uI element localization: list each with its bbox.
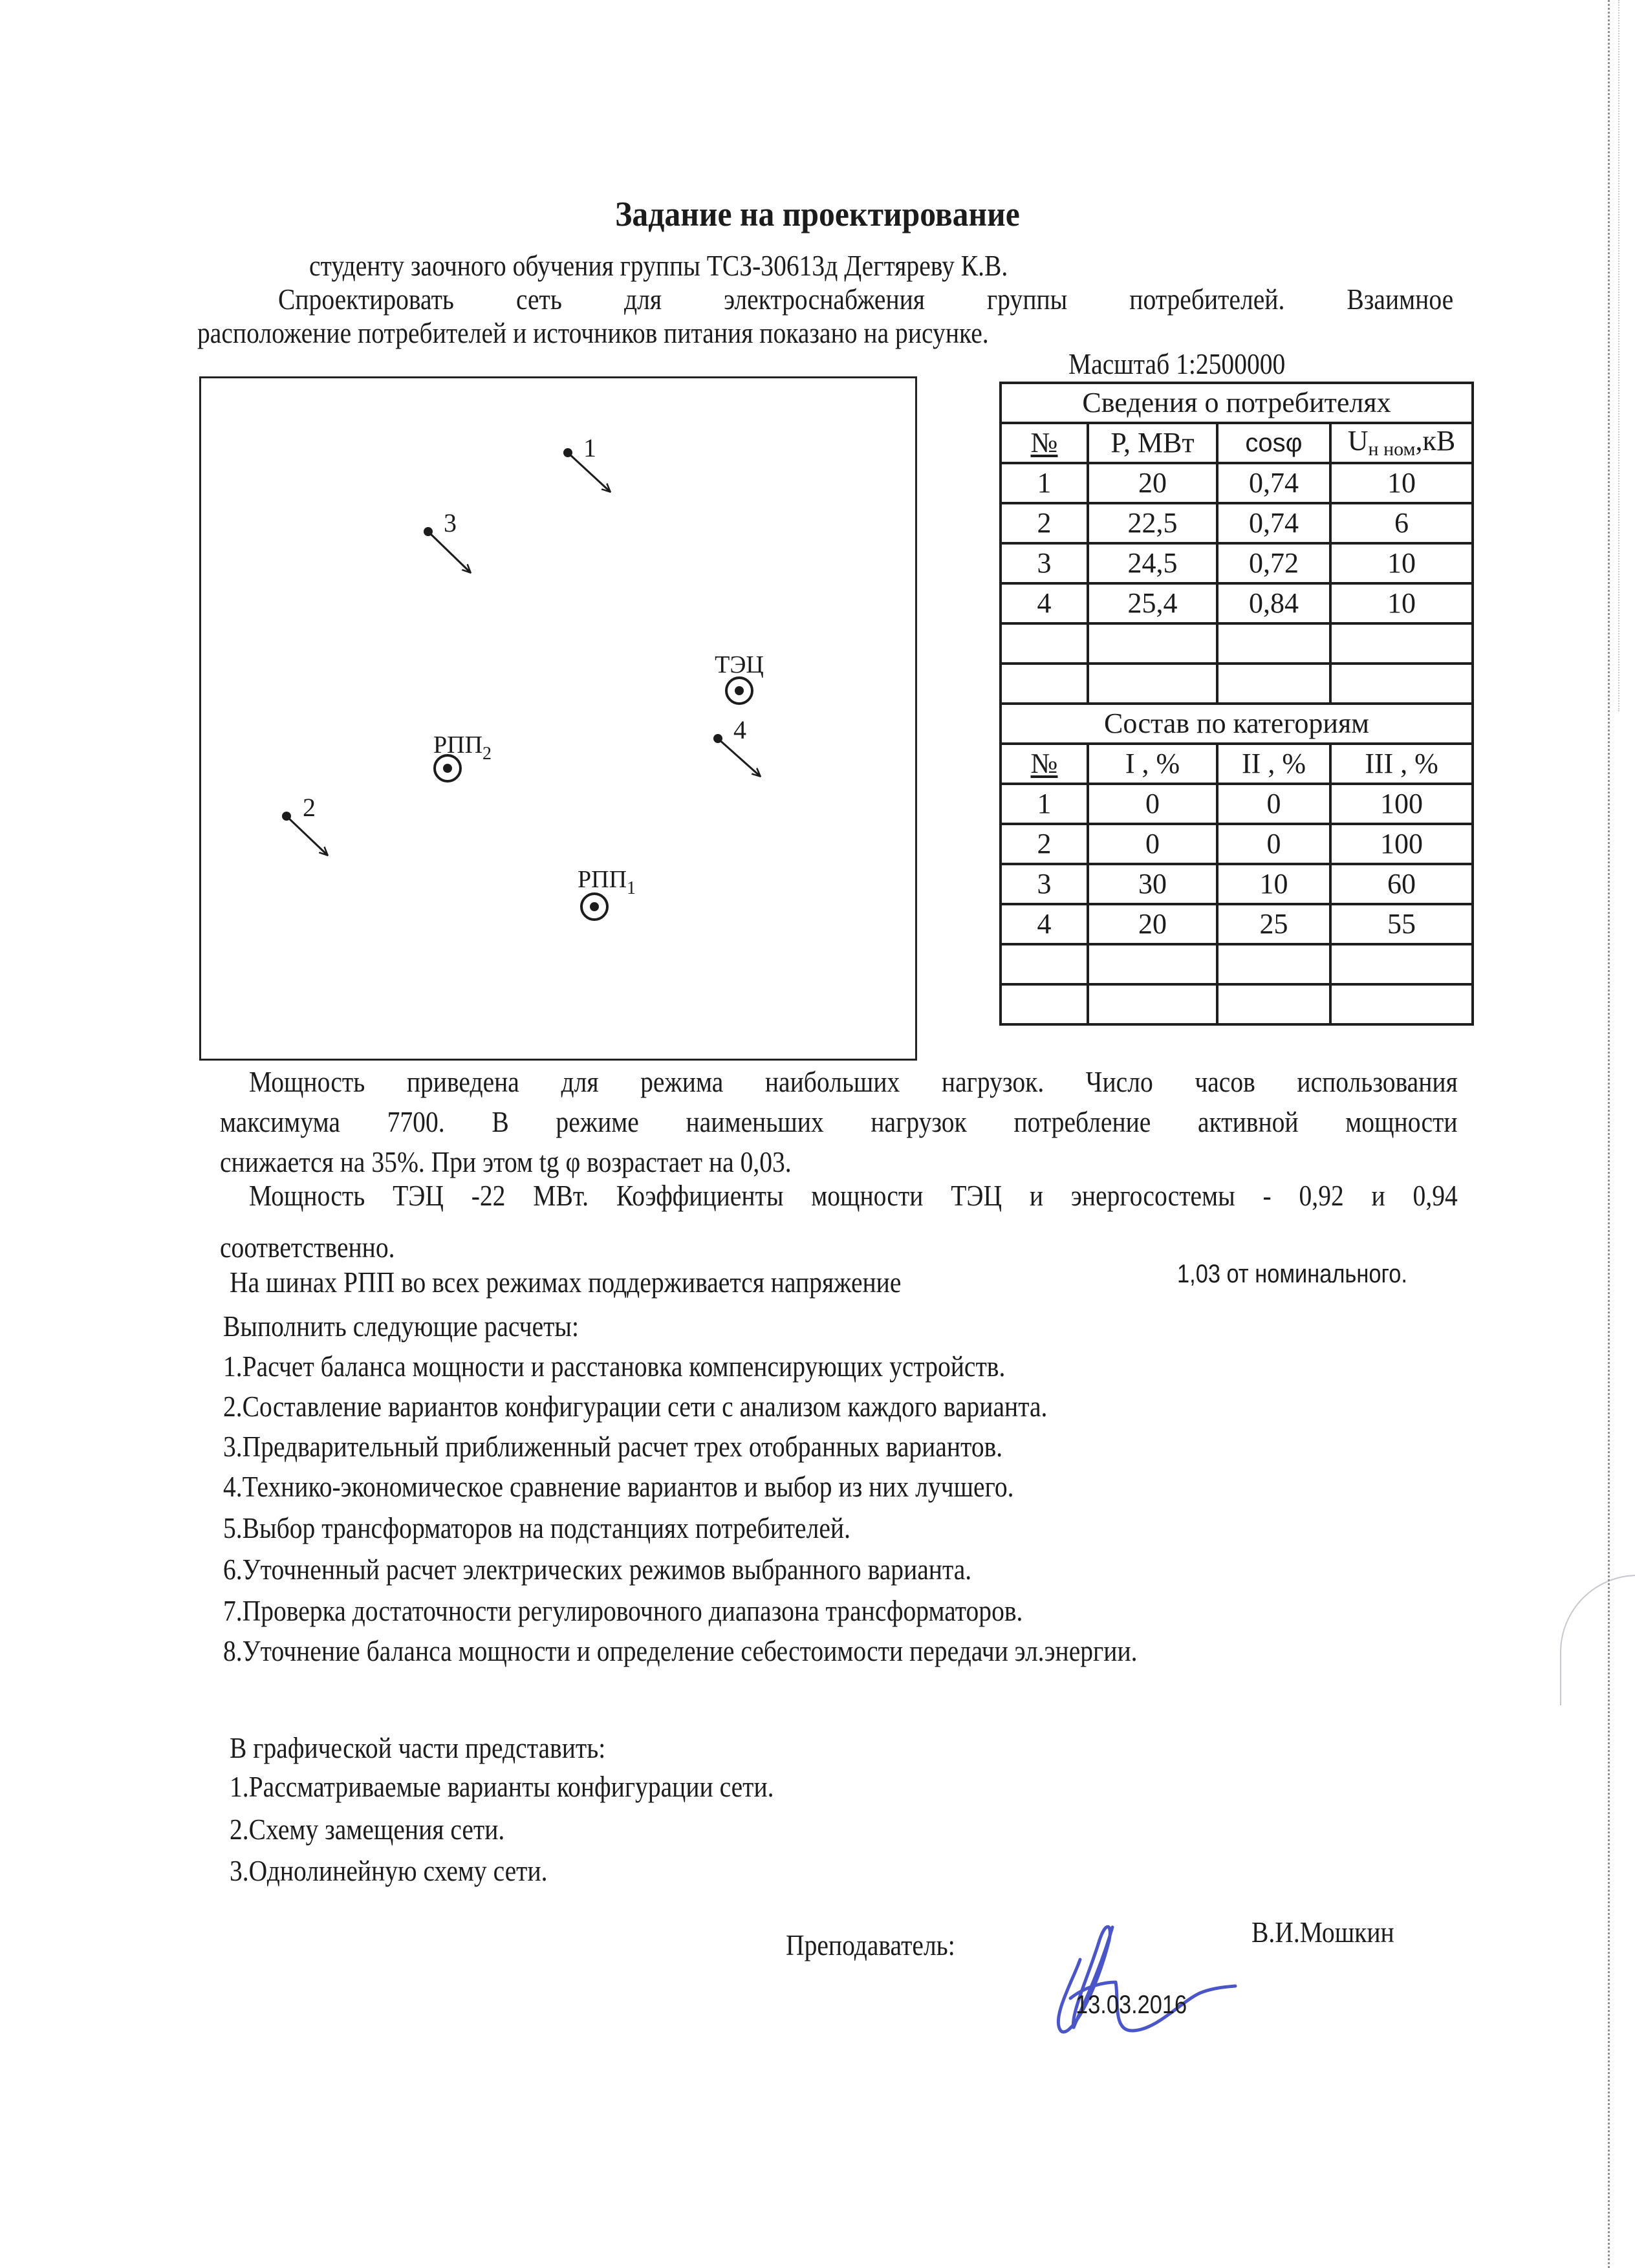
calc-item-2: 2.Составление вариантов конфигурации сети с анализом каждого варианта. [223,1390,1048,1423]
col-header-number: № [1030,427,1058,459]
table-row-empty [1001,944,1473,984]
para3-right: 1,03 от номинального. [1177,1260,1407,1288]
substation-rpp-2 [433,731,492,781]
assignee-line: студенту заочного обучения группы ТСЗ-30613д Дегтяреву К.В. [309,249,1008,282]
scale-label: Масштаб 1:2500000 [1068,347,1286,380]
table-row: 4 20 25 55 [1001,904,1473,944]
document-date: 13.03.2016 [1076,1991,1187,2019]
col-header-cat2: II , % [1217,744,1330,784]
intro-line-1: Спроектировать сеть для электроснабжения группы потребителей. Взаимное [278,283,1454,316]
source-label: $РПП_1$ [578,866,636,898]
calc-heading: Выполнить следующие расчеты: [223,1310,579,1343]
graphic-heading: В графической части представить: [230,1731,606,1764]
para1-line1: Мощность приведена для режима наибольших нагрузок. Число часов использования [249,1065,1458,1098]
table-row-empty [1001,623,1473,664]
signature-image [1035,1901,1248,2050]
location-map [199,376,917,1061]
calc-item-6: 6.Уточненный расчет электрических режимов выбранного варианта. [223,1553,972,1586]
calc-item-1: 1.Расчет баланса мощности и расстановка компенсирующих устройств. [223,1350,1006,1383]
teacher-label: Преподаватель: [786,1928,955,1961]
table-row: 3 24,5 0,72 10 [1001,543,1473,583]
consumer-label: 4 [733,715,746,744]
table-header-row [1001,744,1473,784]
consumer-point-4 [713,715,760,776]
table-row: 1 0 0 100 [1001,784,1473,824]
chp-plant-tec [715,651,764,704]
load-arrow-icon [287,816,327,855]
table-row: 3 30 10 60 [1001,864,1473,904]
para1-line2: максимума 7700. В режиме наименьших нагрузок потребление активной мощности [220,1105,1458,1138]
calc-item-4: 4.Технико-экономическое сравнение вариантов и выбор из них лучшего. [223,1470,1014,1503]
table-row: 2 0 0 100 [1001,824,1473,864]
source-center-icon [735,686,744,695]
table-caption-row [1001,383,1473,423]
table-header-row [1001,423,1473,463]
consumer-label: 2 [303,793,316,822]
table-row-empty [1001,984,1473,1024]
categories-caption: Состав по категориям [1001,704,1473,744]
scan-edge-line-secondary [1618,0,1619,711]
table-row: 1 20 0,74 10 [1001,463,1473,503]
para2-line1: Мощность ТЭЦ -22 МВт. Коэффициенты мощности ТЭЦ и энергосостемы - 0,92 и 0,94 [249,1179,1458,1212]
substation-rpp-1 [578,866,636,920]
consumer-label: 3 [444,508,457,537]
col-header-cosphi: cosφ [1217,423,1330,463]
col-header-cat3: III , % [1330,744,1473,784]
calc-item-3: 3.Предварительный приближенный расчет трех отобранных вариантов. [223,1430,1003,1463]
calc-item-8: 8.Уточнение баланса мощности и определение себестоимости передачи эл.энергии. [223,1634,1138,1667]
calc-item-5: 5.Выбор трансформаторов на подстанциях потребителей. [223,1511,850,1544]
consumers-caption: Сведения о потребителях [1001,383,1473,423]
table-caption-row [1001,704,1473,744]
source-center-icon [443,764,452,773]
scan-arc-artifact [1560,1575,1635,1705]
table-row: 4 25,4 0,84 10 [1001,583,1473,623]
teacher-name: В.И.Мошкин [1251,1916,1394,1949]
consumer-point-3 [424,508,470,572]
table-row-empty [1001,664,1473,704]
graphic-item-3: 3.Однолинейную схему сети. [230,1854,548,1887]
consumer-label: 1 [583,433,596,462]
source-center-icon [590,902,599,911]
graphic-item-1: 1.Рассматриваемые варианты конфигурации сети. [230,1770,774,1803]
scan-edge-line [1608,0,1610,2268]
consumer-data-table [999,382,1474,1026]
col-header-voltage: $U_{н ном},кВ$ [1330,423,1473,463]
table-row: 2 22,5 0,74 6 [1001,503,1473,543]
load-arrow-icon [428,532,470,572]
col-header-cat1: I , % [1088,744,1217,784]
col-header-power: P, МВт [1088,423,1217,463]
col-header-number: № [1030,748,1058,779]
source-label: ТЭЦ [715,651,764,678]
page-title: Задание на проектирование [615,195,1020,233]
consumer-point-1 [563,433,610,491]
intro-line-2: расположение потребителей и источников питания показано на рисунке. [197,316,989,349]
calc-item-7: 7.Проверка достаточности регулировочного диапазона трансформаторов. [223,1594,1023,1627]
para3-left: На шинах РПП во всех режимах поддерживается напряжение [230,1266,902,1299]
consumer-point-2 [282,793,327,855]
para2-line2: соответственно. [220,1231,395,1264]
graphic-item-2: 2.Схему замещения сети. [230,1813,505,1846]
source-label: $РПП_2$ [433,731,492,764]
para1-line3: снижается на 35%. При этом tg φ возрастает на 0,03. [220,1145,792,1178]
